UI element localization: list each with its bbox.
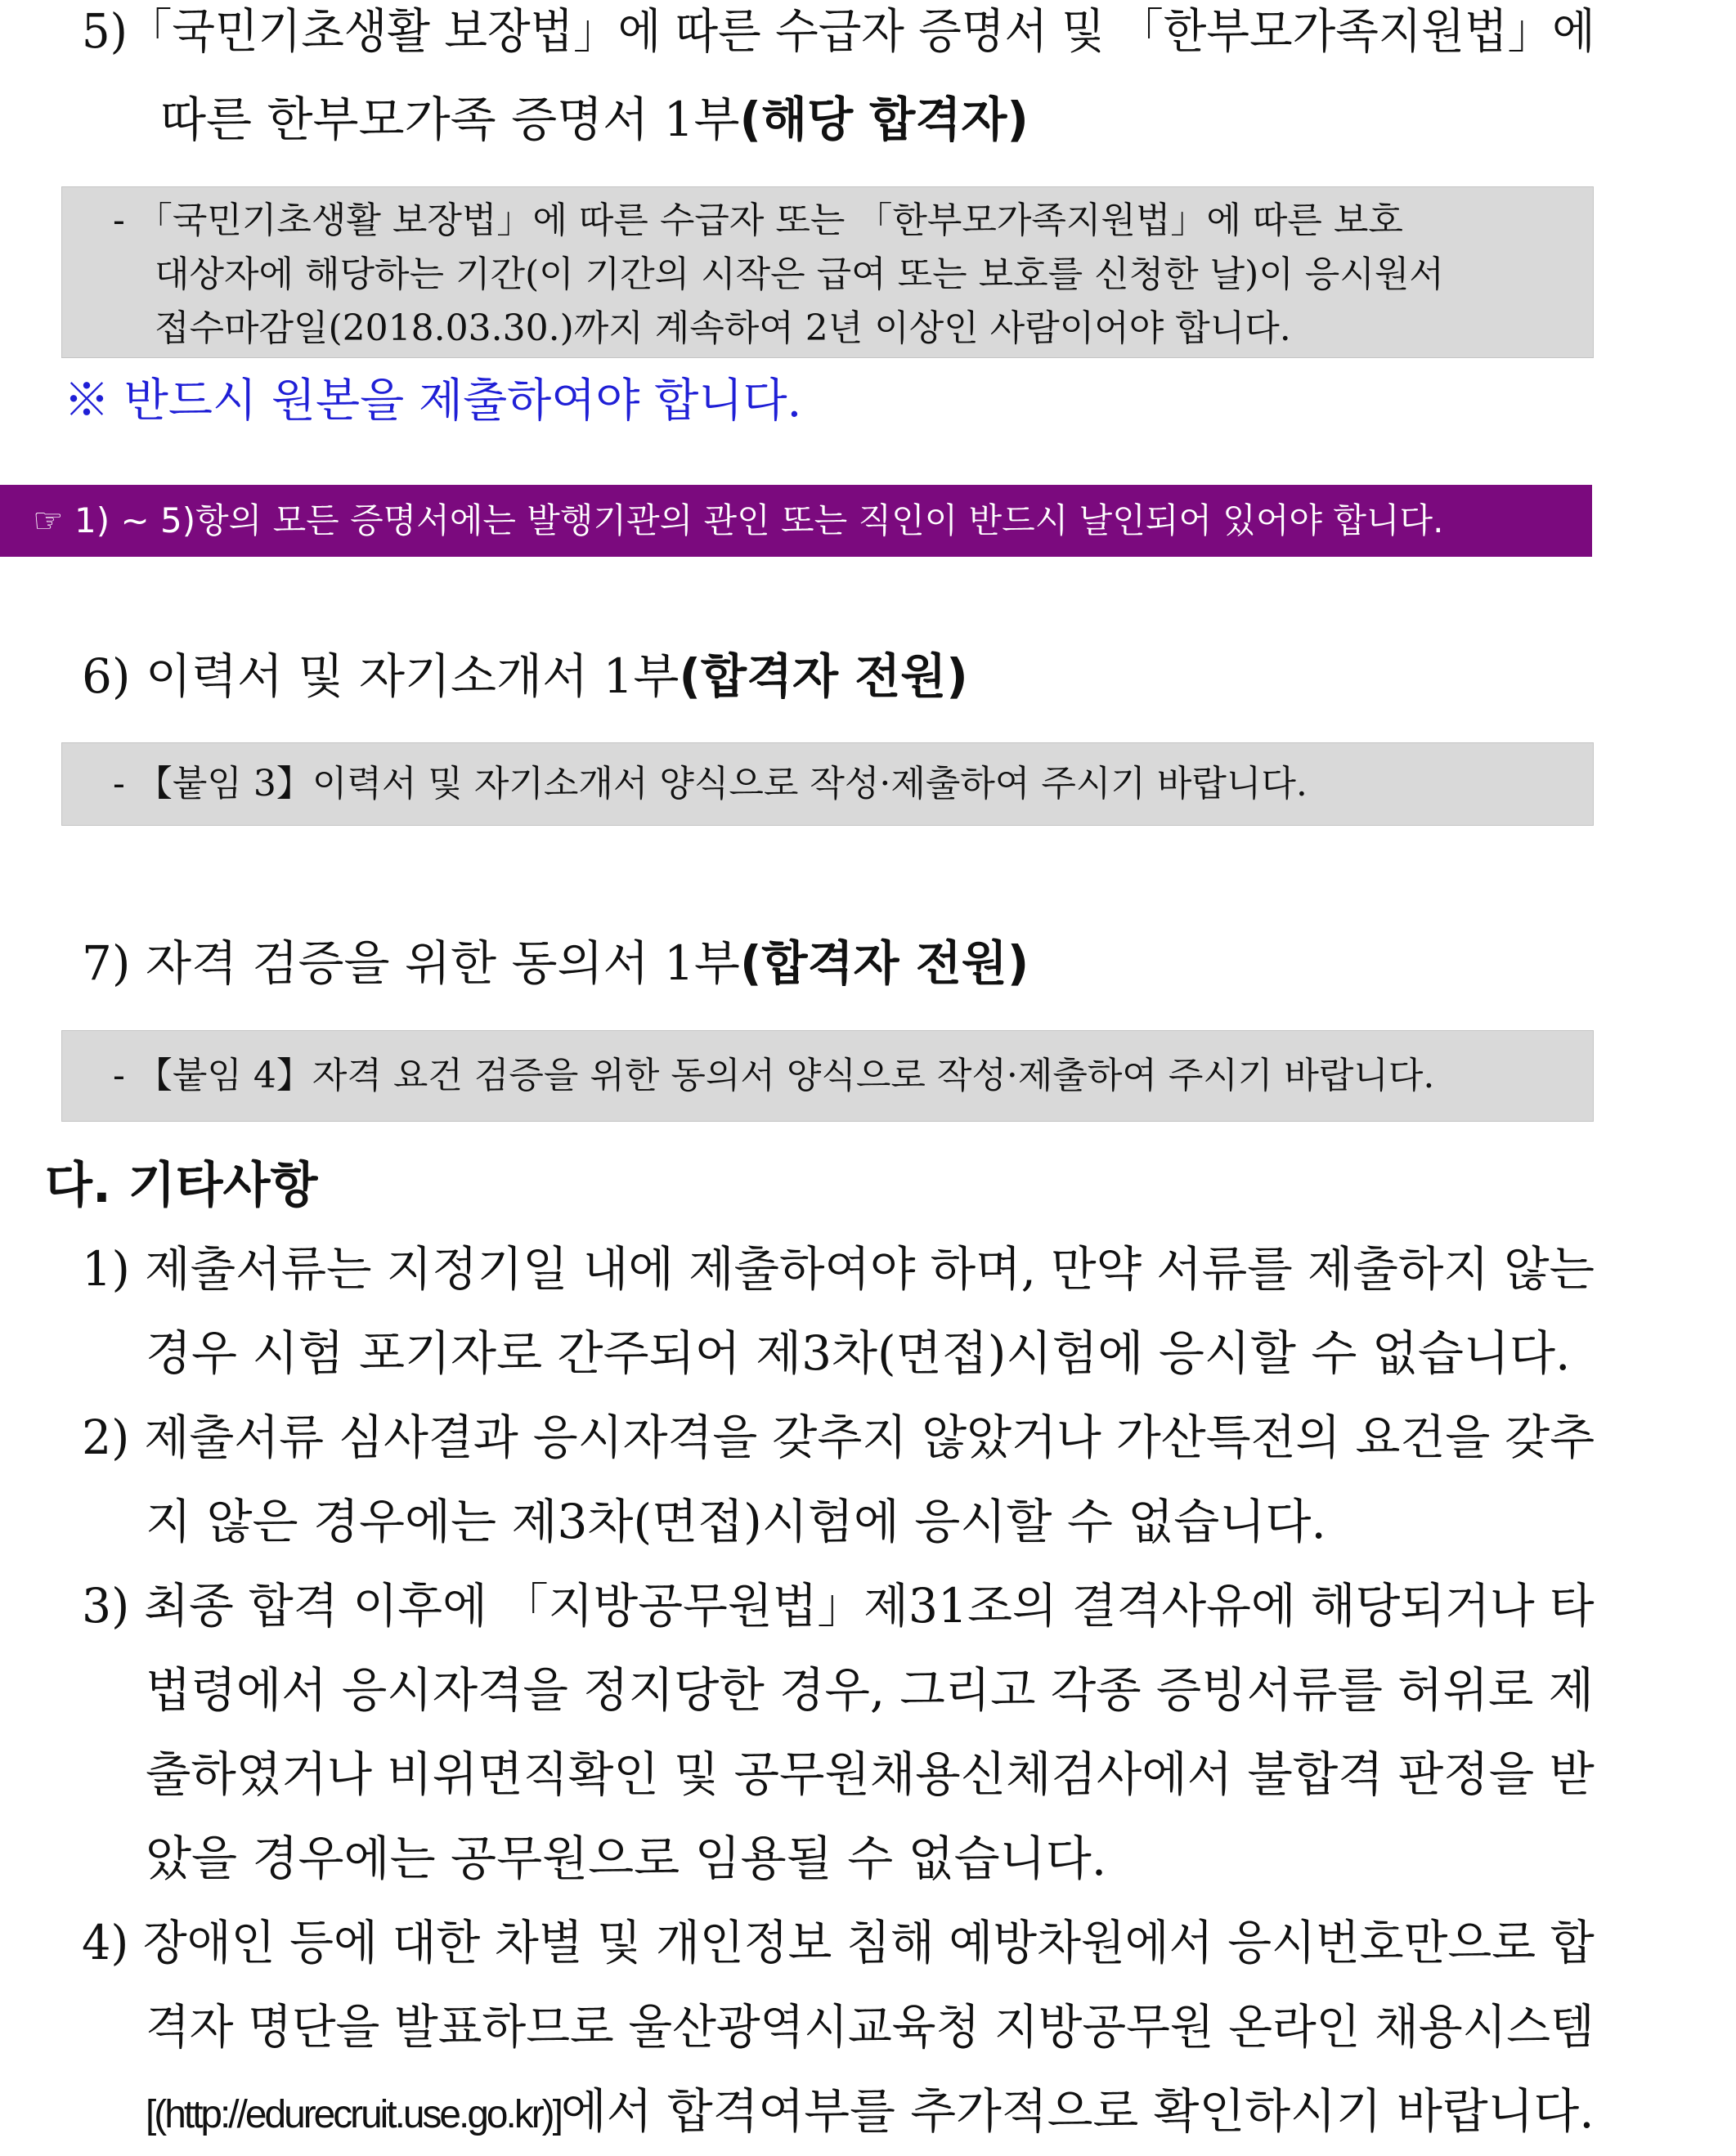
box-5-line3: 접수마감일(2018.03.30.)까지 계속하여 2년 이상인 사람이어야 합니다. <box>155 307 1291 349</box>
etc-3-line2: 법령에서 응시자격을 정지당한 경우, 그리고 각종 증빙서류를 허위로 제 <box>146 1662 1595 1718</box>
item-7-bold: (합격자 전원) <box>739 935 1029 991</box>
etc-4-line1: 4) 장애인 등에 대한 차별 및 개인정보 침해 예방차원에서 응시번호만으로 합 <box>82 1915 1595 1970</box>
item-5-line1: 5)「국민기초생활 보장법」에 따른 수급자 증명서 및 「한부모가족지원법」에 <box>82 3 1595 59</box>
item-5-bold: (해당 합격자) <box>739 92 1029 147</box>
official-seal-banner <box>0 485 1592 557</box>
recruit-system-url[interactable]: [(http://edurecruit.use.go.kr)] <box>146 2093 561 2136</box>
item-5-line2 <box>160 78 1029 160</box>
etc-1-line1: 1) 제출서류는 지정기일 내에 제출하여야 하며, 만약 서류를 제출하지 않는 <box>82 1241 1595 1297</box>
box-7-line: - 【붙임 4】자격 요건 검증을 위한 동의서 양식으로 작성·제출하여 주시기 바랍니다. <box>113 1055 1435 1096</box>
etc-2-line2: 지 않은 경우에는 제3차(면접)시험에 응시할 수 없습니다. <box>146 1494 1326 1549</box>
item-7 <box>82 922 1029 1004</box>
item-5-line2-text: 따른 한부모가족 증명서 1부 <box>160 92 740 147</box>
note-box-5 <box>61 186 1594 358</box>
etc-4-line2: 격자 명단을 발표하므로 울산광역시교육청 지방공무원 온라인 채용시스템 <box>146 1999 1595 2055</box>
etc-4-line3-text: 에서 합격여부를 추가적으로 확인하시기 바랍니다. <box>560 2083 1595 2139</box>
etc-3-line1: 3) 최종 합격 이후에 「지방공무원법」제31조의 결격사유에 해당되거나 타 <box>82 1578 1595 1634</box>
section-heading-etc: 다. 기타사항 <box>45 1157 318 1214</box>
item-6-text: 6) 이력서 및 자기소개서 1부 <box>82 648 680 704</box>
etc-2-line1: 2) 제출서류 심사결과 응시자격을 갖추지 않았거나 가산특전의 요건을 갖추 <box>82 1410 1595 1465</box>
box-5-line2: 대상자에 해당하는 기간(이 기간의 시작은 급여 또는 보호를 신청한 날)이 응시원서 <box>155 253 1444 295</box>
box-6-line: - 【붙임 3】이력서 및 자기소개서 양식으로 작성·제출하여 주시기 바랍니다. <box>113 763 1308 805</box>
note-box-6 <box>61 742 1594 826</box>
etc-1-line2: 경우 시험 포기자로 간주되어 제3차(면접)시험에 응시할 수 없습니다. <box>146 1325 1571 1381</box>
item-6 <box>82 635 968 717</box>
original-required-note: ※ 반드시 원본을 제출하여야 합니다. <box>64 374 802 428</box>
item-7-text: 7) 자격 검증을 위한 동의서 1부 <box>82 935 740 991</box>
etc-3-line4: 았을 경우에는 공무원으로 임용될 수 없습니다. <box>146 1831 1107 1886</box>
box-5-line1: - 「국민기초생활 보장법」에 따른 수급자 또는 「한부모가족지원법」에 따른 보호 <box>113 199 1403 241</box>
banner-text: ☞ 1) ~ 5)항의 모든 증명서에는 발행기관의 관인 또는 직인이 반드시 날인되어 있어야 합니다. <box>33 500 1444 540</box>
item-6-bold: (합격자 전원) <box>679 648 968 704</box>
note-box-7 <box>61 1030 1594 1122</box>
etc-4-line3 <box>146 2070 1595 2156</box>
etc-3-line3: 출하였거나 비위면직확인 및 공무원채용신체검사에서 불합격 판정을 받 <box>146 1746 1595 1802</box>
